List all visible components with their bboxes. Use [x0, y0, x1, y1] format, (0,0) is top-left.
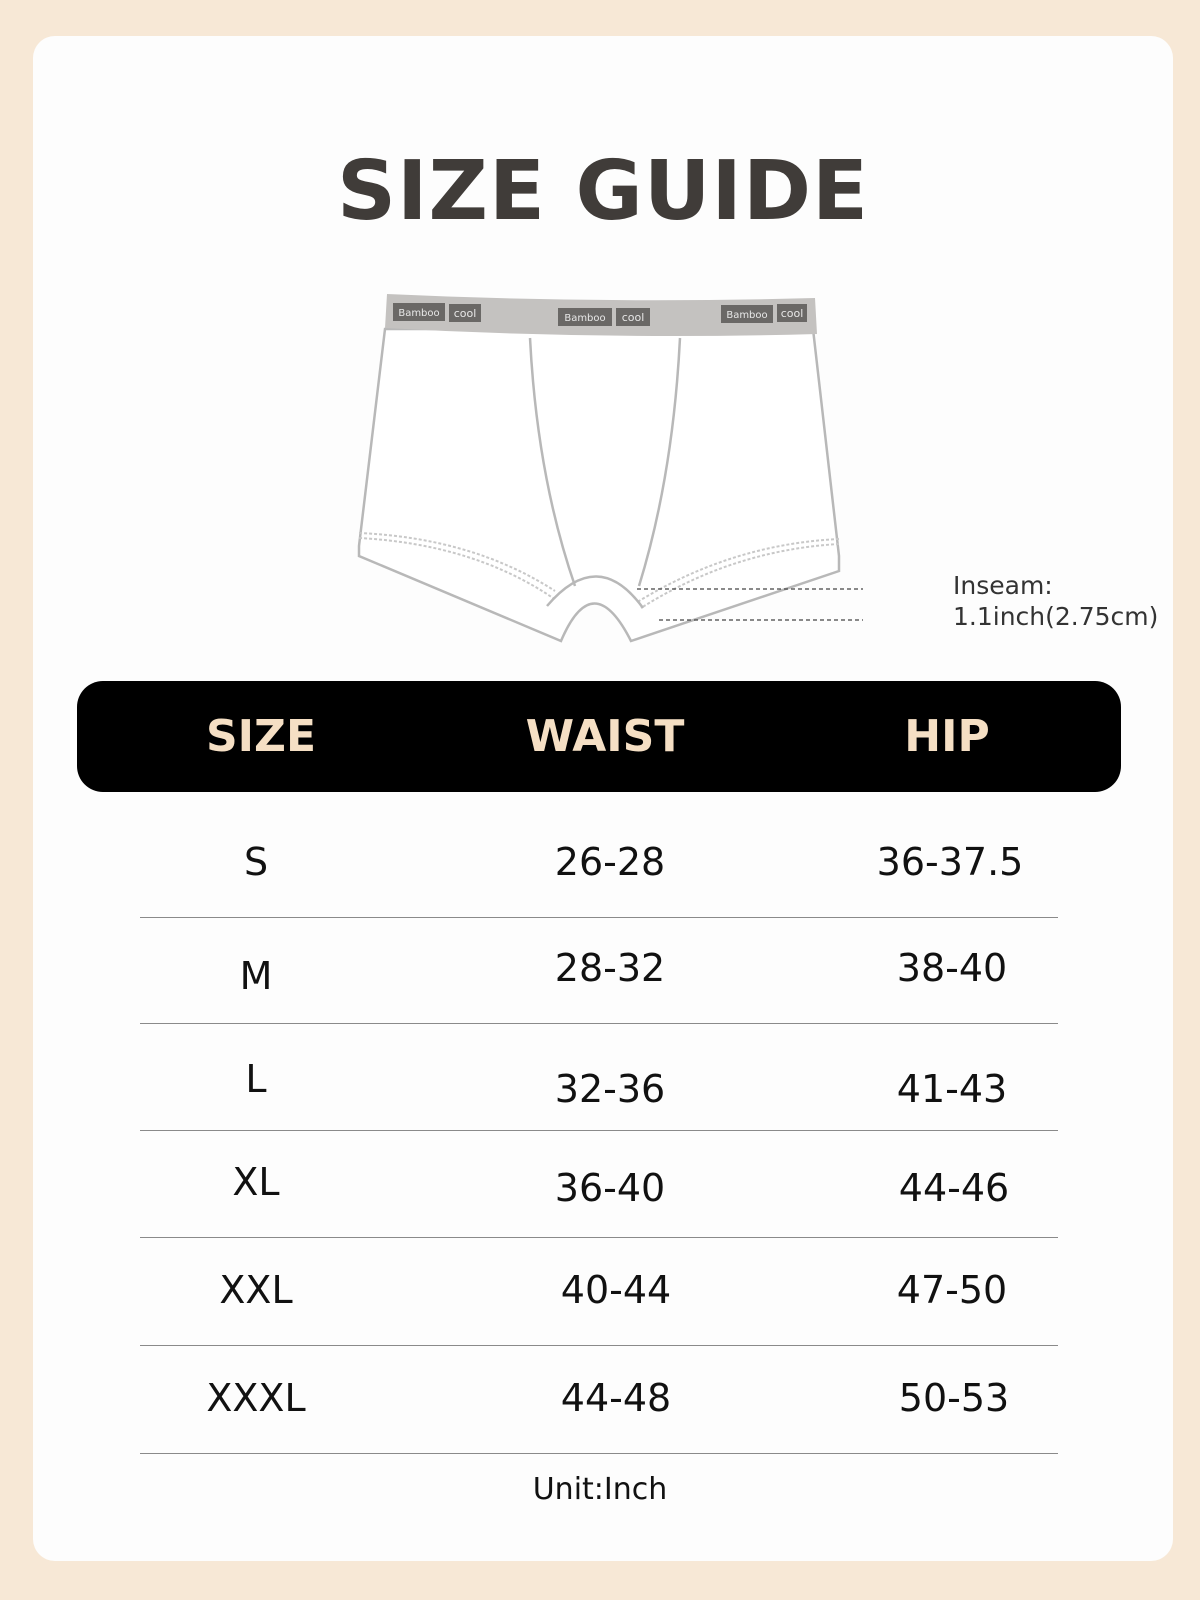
cell-hip: 44-46 [898, 1166, 1010, 1210]
svg-text:cool: cool [621, 311, 645, 324]
table-header [77, 681, 1121, 792]
size-guide-card [33, 36, 1173, 1561]
cell-hip: 41-43 [896, 1067, 1008, 1111]
cell-waist: 36-40 [554, 1166, 666, 1210]
cell-size: XL [232, 1160, 280, 1204]
inseam-annotation [953, 570, 1158, 632]
cell-waist: 28-32 [554, 946, 666, 990]
row-divider [140, 1023, 1058, 1024]
cell-size: S [243, 840, 269, 884]
row-divider [140, 917, 1058, 918]
cell-size: L [245, 1057, 267, 1101]
cell-waist: 40-44 [560, 1268, 672, 1312]
boxer-briefs-illustration [343, 286, 863, 656]
svg-text:Bamboo: Bamboo [564, 313, 606, 324]
row-divider [140, 1453, 1058, 1454]
cell-size: XXL [219, 1268, 293, 1312]
header-size: SIZE [205, 711, 317, 762]
cell-waist: 26-28 [554, 840, 666, 884]
cell-hip: 50-53 [898, 1376, 1010, 1420]
cell-hip: 36-37.5 [876, 840, 1024, 884]
row-divider [140, 1130, 1058, 1131]
header-hip: HIP [904, 711, 990, 762]
cell-size: M [239, 954, 273, 998]
svg-text:Bamboo: Bamboo [726, 310, 768, 321]
unit-note: Unit:Inch [532, 1472, 668, 1507]
header-waist: WAIST [525, 711, 685, 762]
waistband-logo-right [721, 304, 807, 323]
cell-hip: 38-40 [896, 946, 1008, 990]
waistband-logo-center [558, 308, 650, 326]
waistband-logo-left [393, 303, 481, 322]
row-divider [140, 1237, 1058, 1238]
cell-waist: 44-48 [560, 1376, 672, 1420]
cell-size: XXXL [206, 1376, 306, 1420]
cell-waist: 32-36 [554, 1067, 666, 1111]
inseam-label: Inseam: [953, 571, 1053, 600]
cell-hip: 47-50 [896, 1268, 1008, 1312]
svg-text:cool: cool [780, 307, 804, 320]
page-title: SIZE GUIDE [336, 144, 870, 239]
row-divider [140, 1345, 1058, 1346]
svg-text:cool: cool [453, 307, 477, 320]
svg-text:Bamboo: Bamboo [398, 308, 440, 319]
inseam-value: 1.1inch(2.75cm) [953, 602, 1159, 631]
